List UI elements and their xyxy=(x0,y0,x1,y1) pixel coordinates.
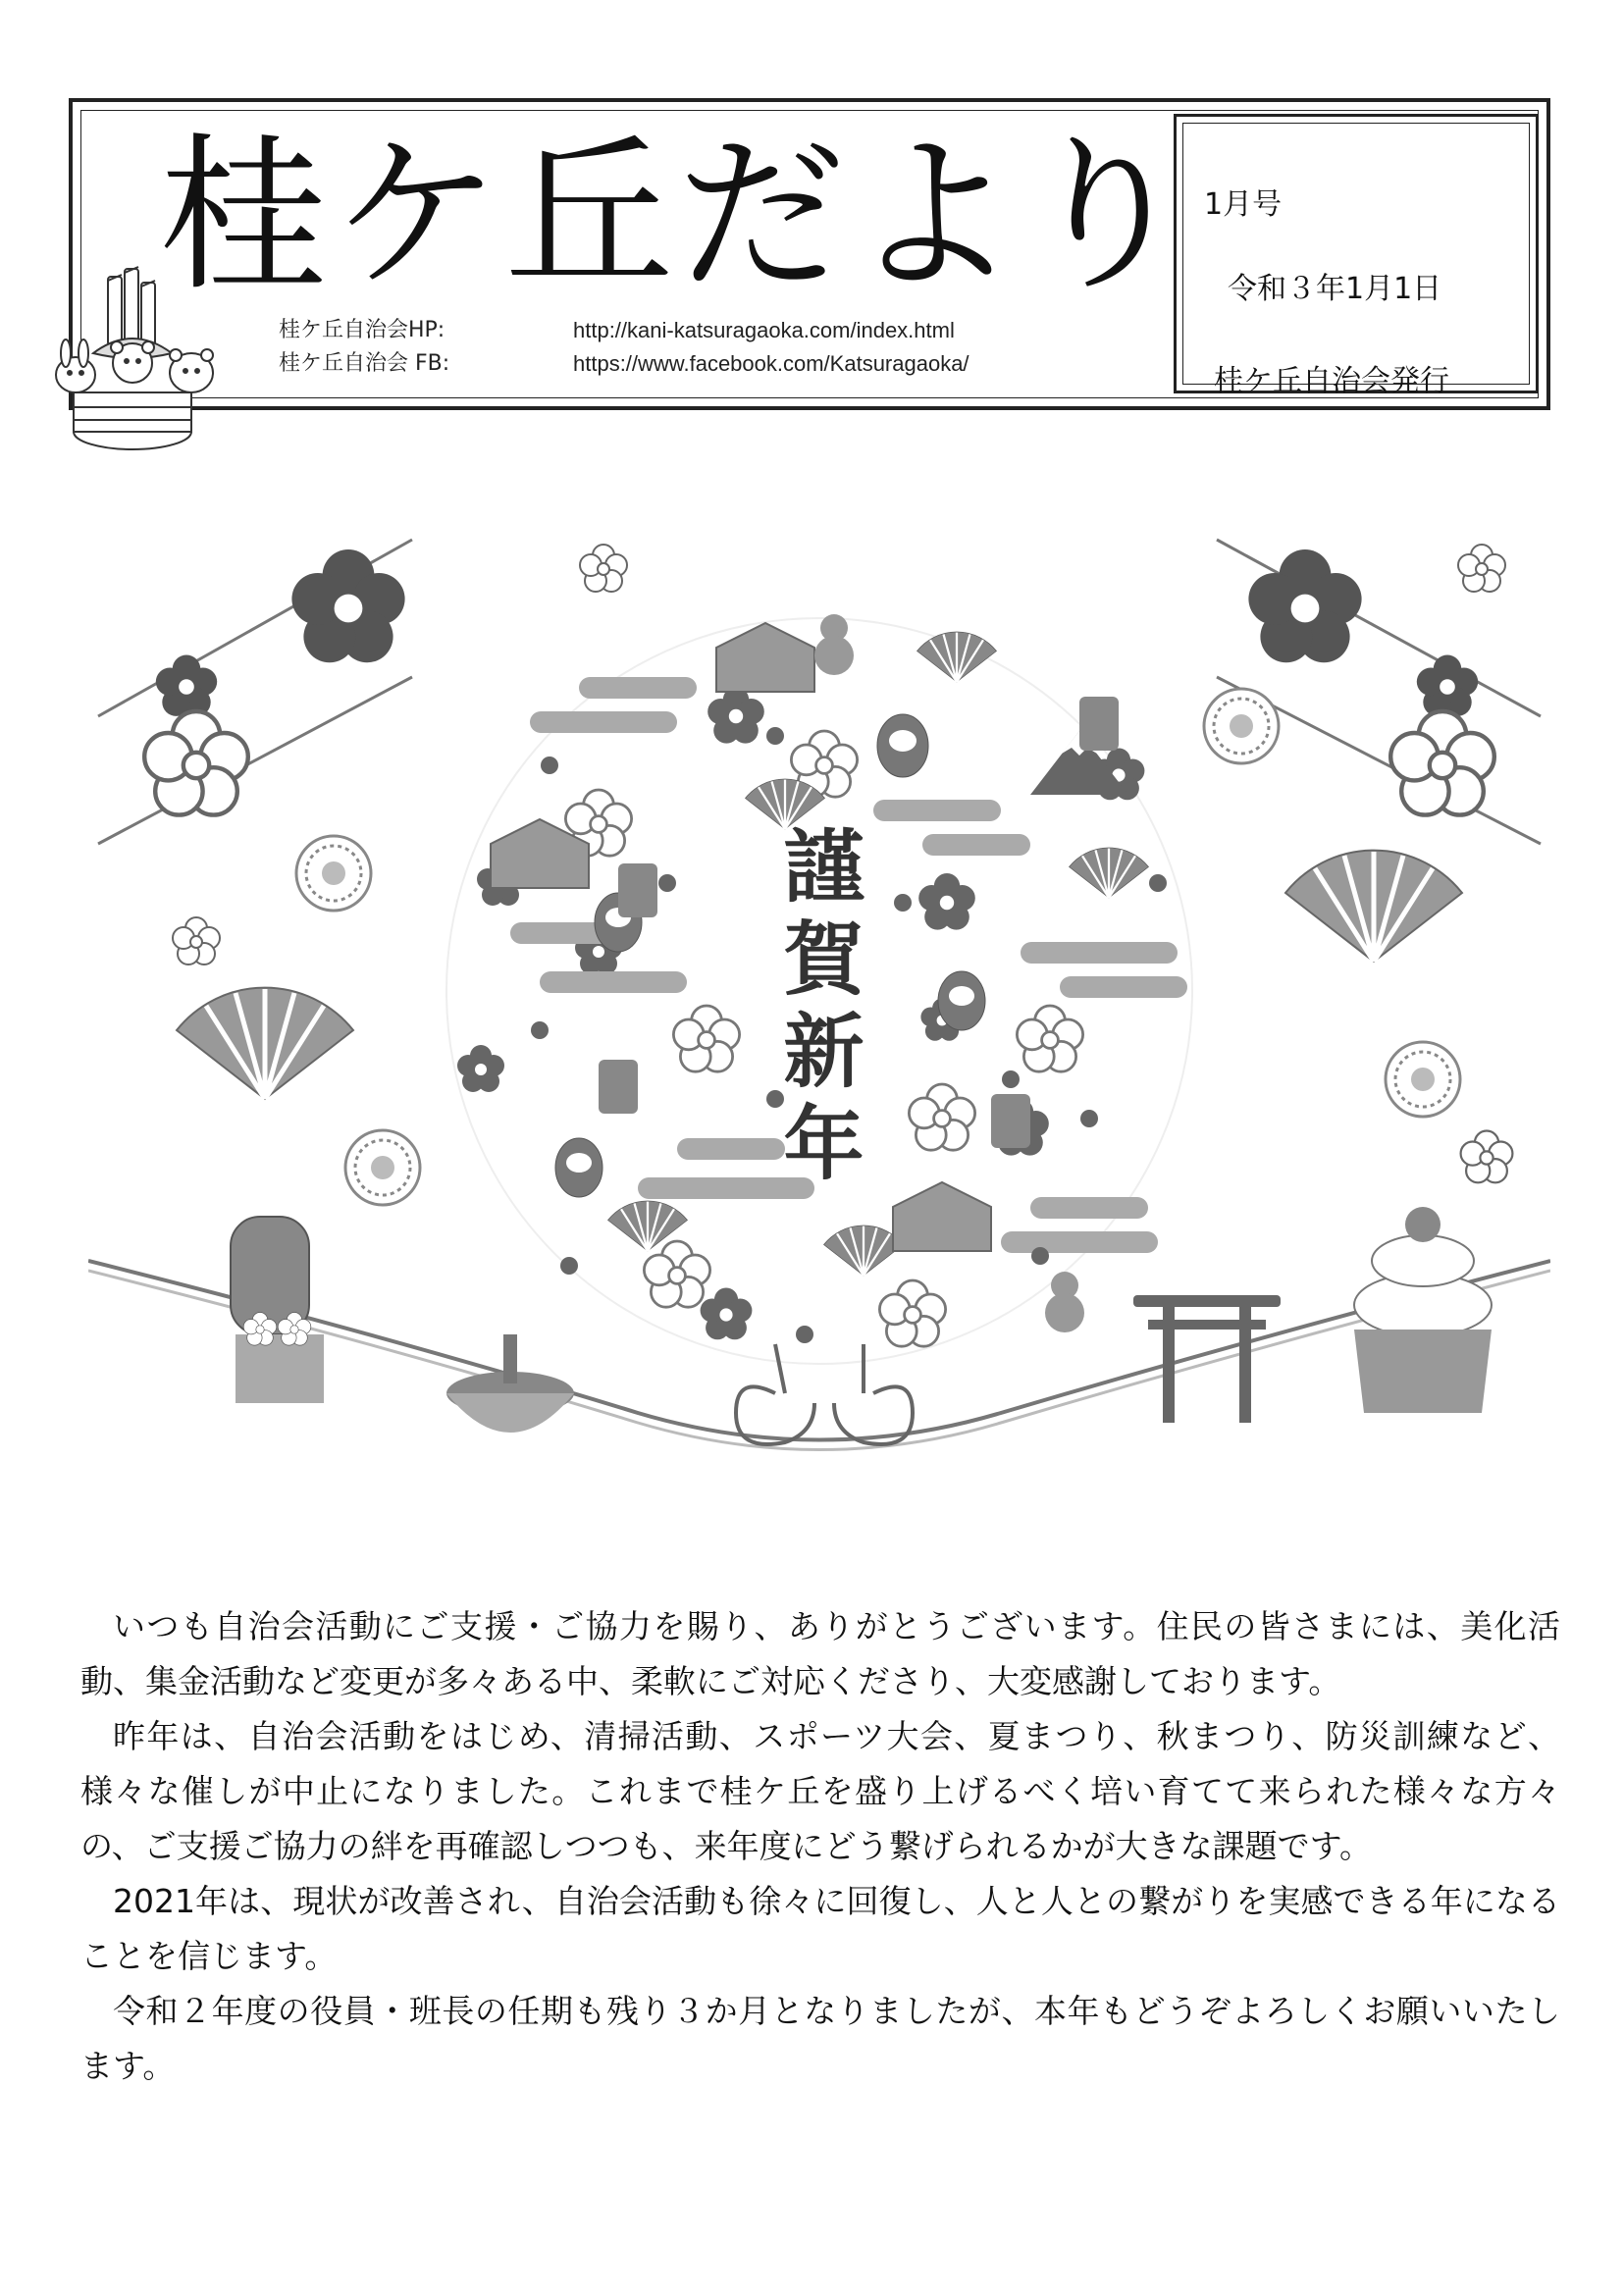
torii-gate xyxy=(1133,1295,1281,1423)
body-text xyxy=(80,1599,1560,2094)
link-row-fb xyxy=(279,347,969,381)
issue-date: 令和３年1月1日 xyxy=(1228,272,1442,306)
paragraph: 令和２年度の役員・班長の任期も残り３か月となりましたが、本年もどうぞよろしくお願いいたします。 xyxy=(80,1992,1560,2085)
issuer: 桂ケ丘自治会発行 xyxy=(1214,364,1449,398)
issue-number: 1月号 xyxy=(1204,187,1283,222)
plum-blossoms xyxy=(156,549,1478,716)
facebook-link[interactable]: https://www.facebook.com/Katsuragaoka/ xyxy=(573,351,969,376)
homepage-link[interactable]: http://kani-katsuragaoka.com/index.html xyxy=(573,318,955,342)
masthead xyxy=(69,98,1550,410)
link-label: 桂ケ丘自治会HP: xyxy=(279,318,445,342)
paragraph: 2021年は、現状が改善され、自治会活動も徐々に回復し、人と人との繋がりを実感できる年になることを信じます。 xyxy=(80,1882,1560,1975)
kumade xyxy=(231,1217,324,1403)
spinning-top xyxy=(446,1334,574,1433)
links-block xyxy=(279,314,969,381)
issue-box-inner-border xyxy=(1182,123,1530,385)
link-row-hp xyxy=(279,314,969,347)
paragraph: 昨年は、自治会活動をはじめ、清掃活動、スポーツ大会、夏まつり、秋まつり、防災訓練など、様々な催しが中止になりました。これまで桂ケ丘を盛り上げるべく培い育てて来られた様々な方々の、ご支援ご協力の絆を再確認しつつも、来年度にどう繋げられるかが大きな課題です。 xyxy=(80,1717,1561,1865)
issue-box xyxy=(1174,114,1539,398)
paragraph: いつも自治会活動にご支援・ご協力を賜り、ありがとうございます。住民の皆さまには、美化活動、集金活動など変更が多々ある中、柔軟にご対応くださり、大変感謝しております。 xyxy=(80,1607,1560,1700)
kagami-mochi xyxy=(1354,1207,1492,1413)
greeting-text: 謹賀新年 xyxy=(770,824,864,1193)
newsletter-title: 桂ケ丘だより xyxy=(159,117,1195,314)
mascot-illustration xyxy=(54,265,226,456)
link-label: 桂ケ丘自治会 FB: xyxy=(279,351,450,376)
